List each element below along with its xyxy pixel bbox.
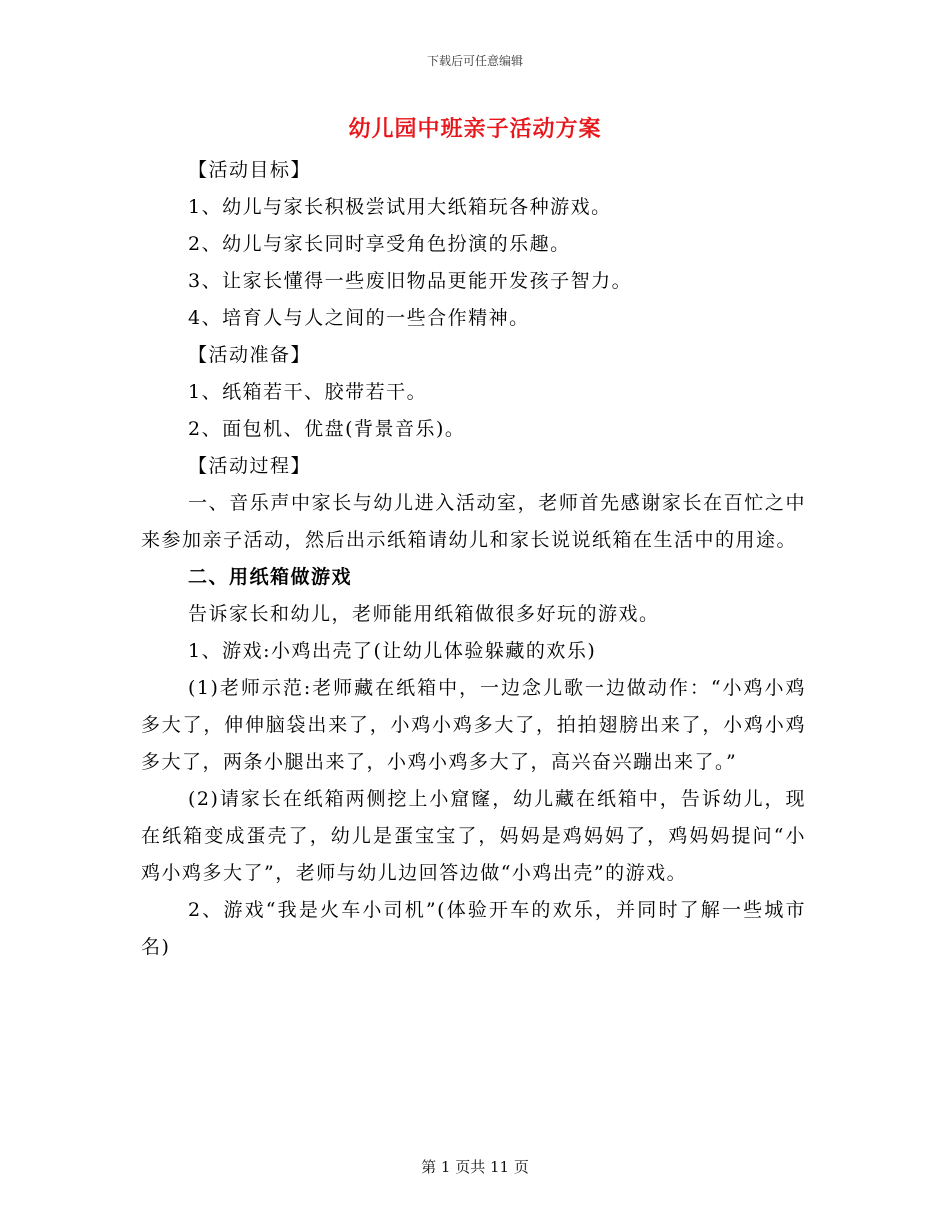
document-body [141,152,806,966]
paragraph-game-1: 1、游戏:小鸡出壳了(让幼儿体验躲藏的欢乐) [188,640,597,662]
paragraph-preparation-heading: 【活动准备】 [188,344,312,366]
paragraph-preparation-1: 1、纸箱若干、胶带若干。 [188,381,428,403]
paragraph-game-2: 2、游戏“我是火车小司机”(体验开车的欢乐，并同时了解一些城市名) [141,899,806,958]
paragraph-process-intro: 告诉家长和幼儿，老师能用纸箱做很多好玩的游戏。 [188,603,660,625]
paragraph-goal-3: 3、让家长懂得一些废旧物品更能开发孩子智力。 [188,270,633,292]
paragraph-game-1-part-2: (2)请家长在纸箱两侧挖上小窟窿，幼儿藏在纸箱中，告诉幼儿，现在纸箱变成蛋壳了，幼儿是蛋宝宝了，妈妈是鸡妈妈了，鸡妈妈提问“小鸡小鸡多大了”，老师与幼儿边回答边做“小鸡出壳”的游戏。 [141,788,806,884]
paragraph-process-heading: 【活动过程】 [188,455,312,477]
page-footer: 第 1 页共 11 页 [421,1158,529,1176]
paragraph-goal-4: 4、培育人与人之间的一些合作精神。 [188,307,530,329]
paragraph-process-step-2-heading: 二、用纸箱做游戏 [188,566,353,588]
paragraph-game-1-part-1: (1)老师示范:老师藏在纸箱中，一边念儿歌一边做动作：“小鸡小鸡多大了，伸伸脑袋出来了，小鸡小鸡多大了，拍拍翅膀出来了，小鸡小鸡多大了，两条小腿出来了，小鸡小鸡多大了，高兴奋兴蹦出来了。” [141,677,806,773]
paragraph-goal-1: 1、幼儿与家长积极尝试用大纸箱玩各种游戏。 [188,196,612,218]
document-title: 幼儿园中班亲子活动方案 [348,116,602,142]
paragraph-preparation-2: 2、面包机、优盘(背景音乐)。 [188,418,466,440]
paragraph-process-step-1: 一、音乐声中家长与幼儿进入活动室，老师首先感谢家长在百忙之中来参加亲子活动，然后出示纸箱请幼儿和家长说说纸箱在生活中的用途。 [141,492,806,551]
header-note: 下载后可任意编辑 [426,54,523,68]
paragraph-goal-2: 2、幼儿与家长同时享受角色扮演的乐趣。 [188,233,571,255]
paragraph-goals-heading: 【活动目标】 [188,159,312,181]
